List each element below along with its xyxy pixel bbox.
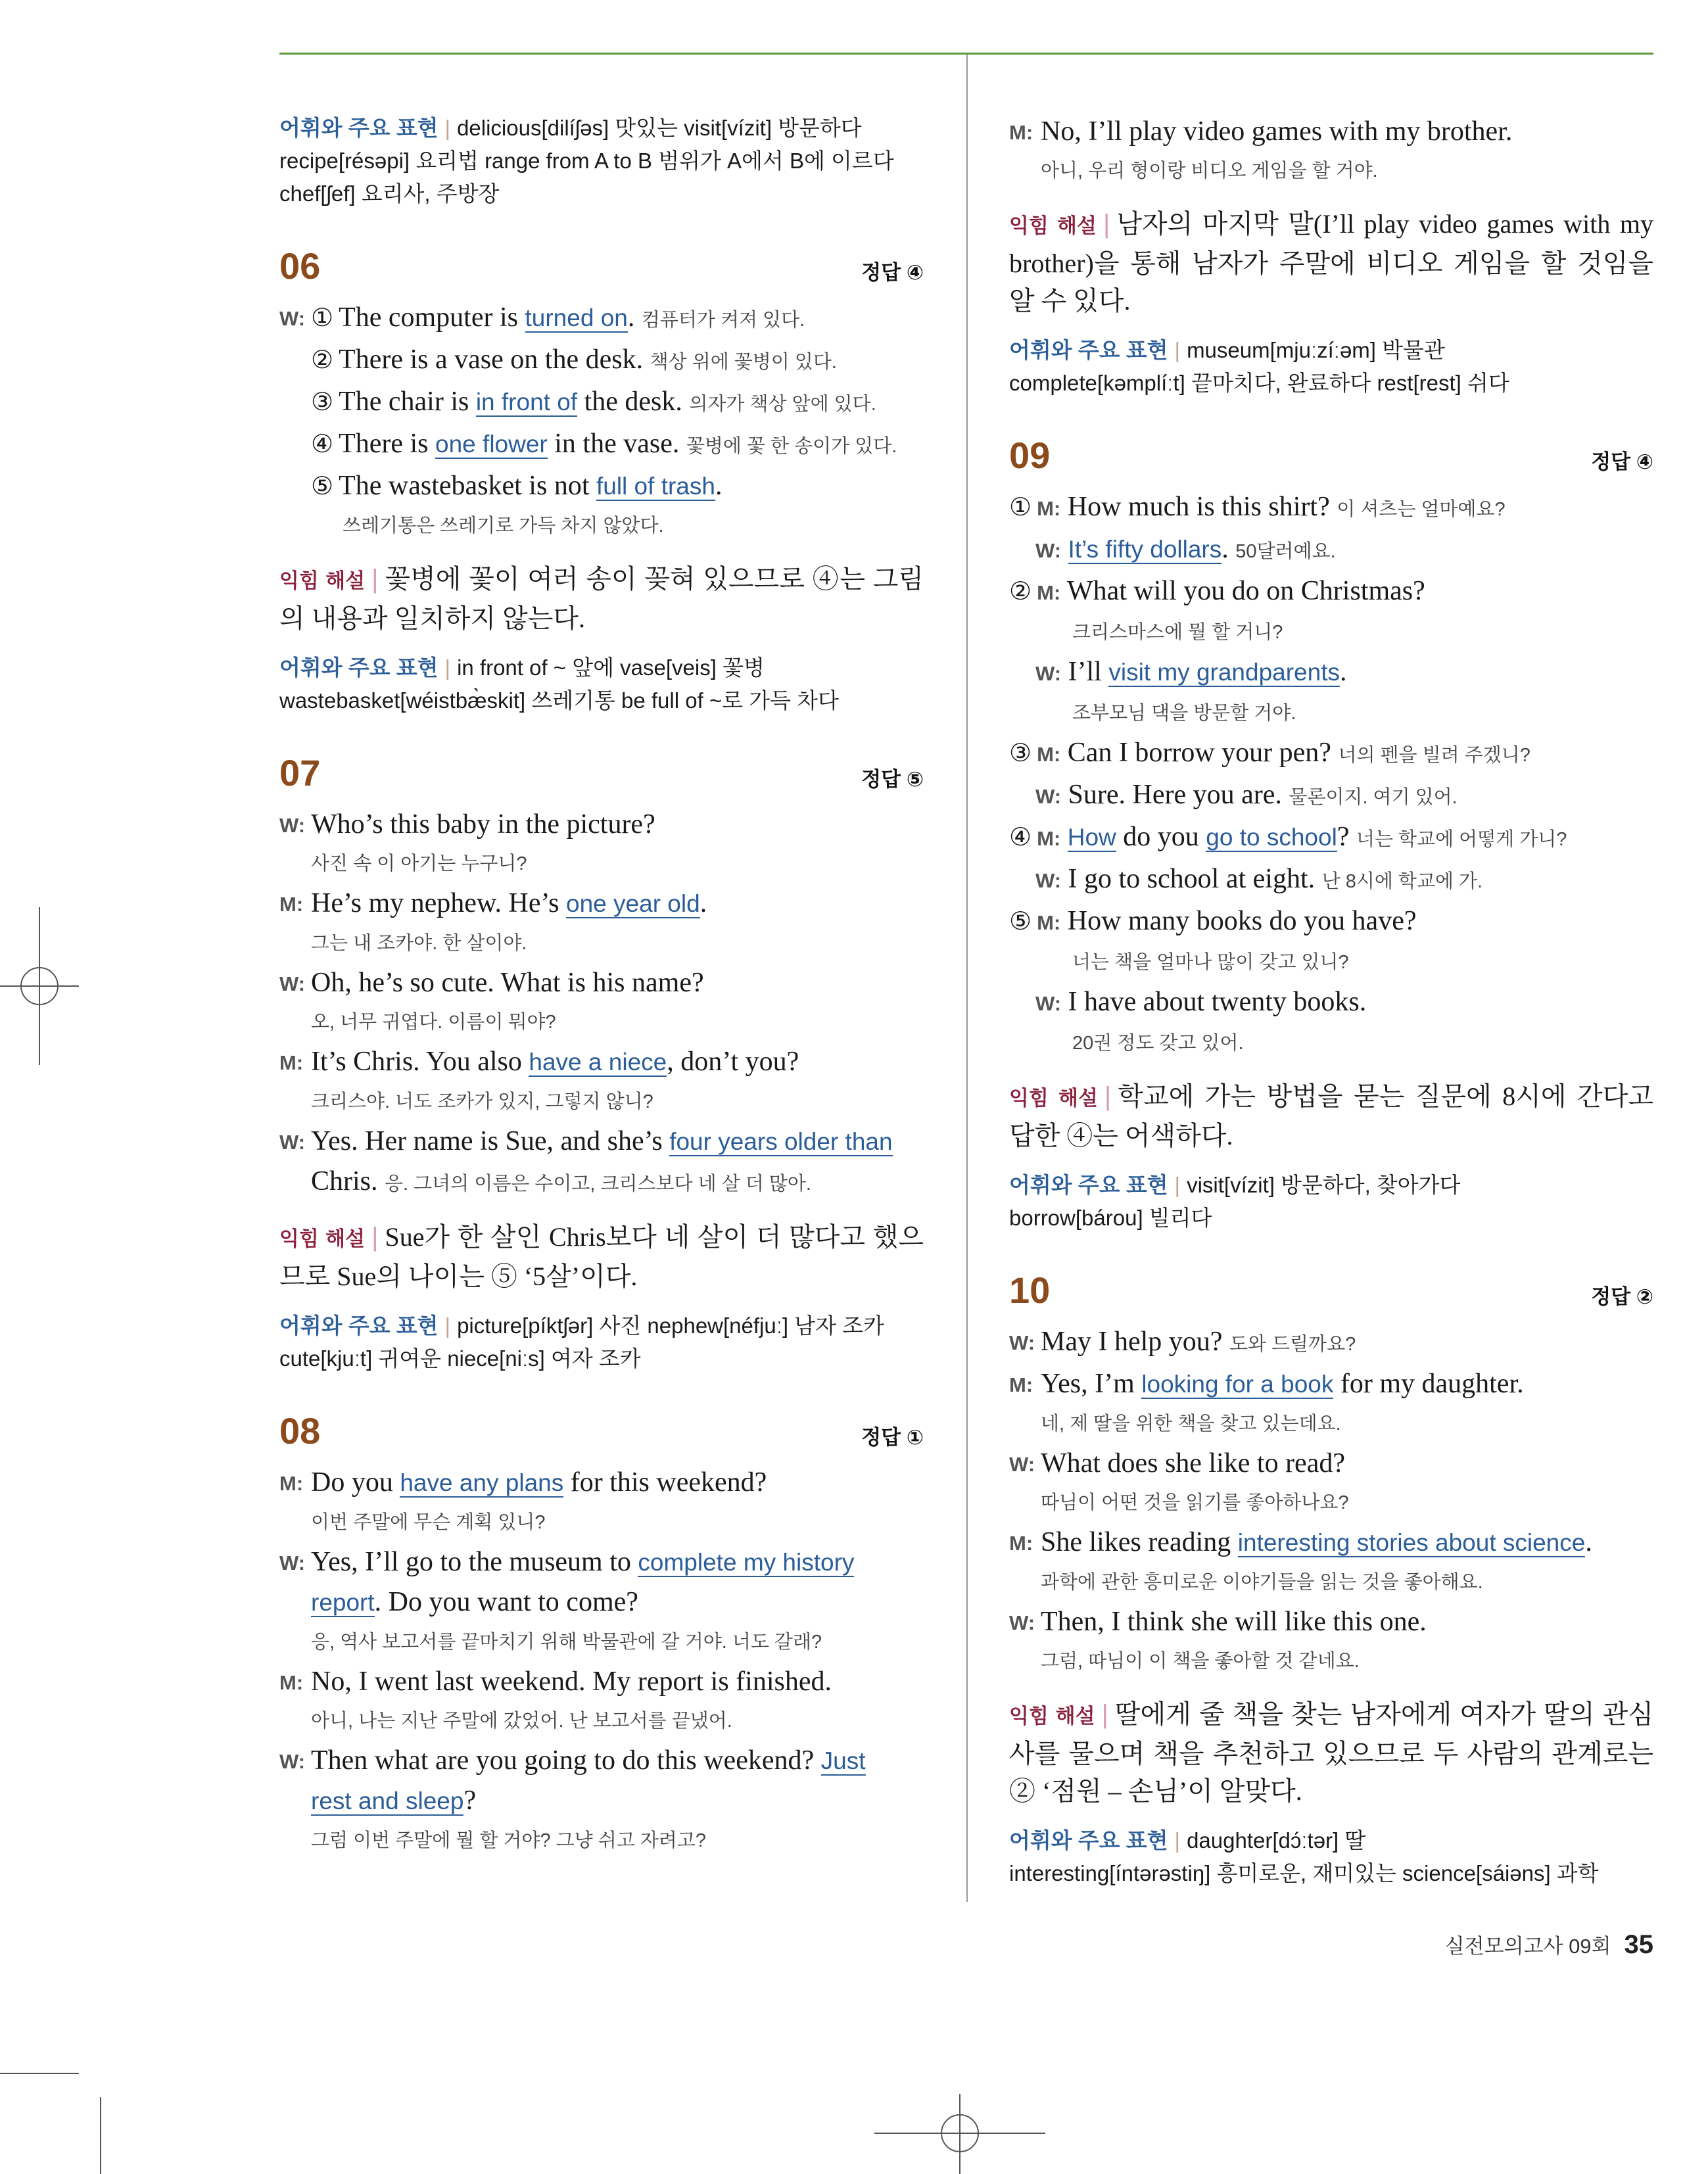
explanation: 익힘 해설 | 학교에 가는 방법을 묻는 질문에 8시에 간다고 답한 ④는 어색하다. [1009, 1081, 1653, 1150]
right-column [1009, 112, 1653, 1890]
text: How many books do you have? [1067, 906, 1417, 936]
explanation: 익힘 해설 | 남자의 마지막 말(I’ll play video games with my brother)을 통해 남자가 주말에 비디오 게임을 할 것임을 알 수 있다. [1009, 209, 1653, 316]
choice-2-w [1009, 652, 1653, 694]
choice-number: ④ [311, 431, 334, 458]
vocab-line: recipe[résəpi] 요리법 range from A to B 범위가 A에서 B에 이르다 [279, 149, 894, 173]
translation: 난 8시에 학교에 가. [1321, 871, 1483, 892]
speaker: M: [279, 1472, 304, 1495]
text: . Do you want to come? [374, 1587, 638, 1617]
speaker: W: [1009, 1453, 1035, 1476]
translation: 너의 펜을 빌려 주겠니? [1338, 745, 1530, 766]
text: ? [463, 1785, 477, 1816]
vocab-line: museum[mjuːzíːəm] 박물관 [1187, 338, 1445, 362]
vocab-line: cute[kjuːt] 귀여운 niece[niːs] 여자 조카 [279, 1346, 641, 1371]
choice-number: ① [311, 304, 334, 332]
dialogue-line [1009, 1523, 1653, 1563]
vocab-box: 어휘와 주요 표현 | daughter[dɔ́ːtər] 딸 interesting[íntərəstiŋ] 흥미로운, 재미있는 science[sáiəns] 과학 [1009, 1824, 1653, 1890]
choice-number: ② [1009, 578, 1032, 605]
text: do you [1116, 822, 1206, 852]
vocab-line: picture[píktʃər] 사진 nephew[néfjuː] 남자 조카 [457, 1313, 884, 1338]
speaker: M: [1037, 581, 1061, 604]
speaker: W: [1035, 785, 1062, 808]
question-07 [279, 753, 924, 1375]
registration-mark-bottom [874, 2094, 1045, 2174]
vocab-label: 어휘와 주요 표현 [1009, 1173, 1168, 1197]
left-column [279, 112, 924, 1860]
dialogue-line [279, 963, 924, 1003]
dialogue-line [1009, 1602, 1653, 1642]
sentence-3 [279, 382, 924, 424]
translation: 책상 위에 꽃병이 있다. [650, 352, 837, 373]
speaker: W: [279, 1131, 306, 1154]
blank-answer: How [1067, 824, 1116, 851]
sentence-1 [279, 298, 924, 340]
translation: 컴퓨터가 켜져 있다. [641, 310, 805, 331]
translation: 그는 내 조카야. 한 살이야. [311, 933, 527, 954]
vocab-line: in front of ~ 앞에 vase[veis] 꽃병 [457, 655, 765, 680]
explanation-label: 익힘 해설 [1009, 1705, 1095, 1728]
explanation-label: 익힘 해설 [279, 569, 366, 592]
sentence-2 [279, 340, 924, 382]
choice-number: ④ [1009, 824, 1032, 851]
explanation: 익힘 해설 | 딸에게 줄 책을 찾는 남자에게 여자가 딸의 관심사를 물으며 책을 추천하고 있으므로 두 사람의 관계로는 ② ‘점원 – 손님’이 알맞다. [1009, 1699, 1653, 1806]
translation: 너는 책을 얼마나 많이 갖고 있니? [1072, 952, 1349, 973]
footer-title: 실전모의고사 09회 [1444, 1935, 1611, 1958]
text: There is a vase on the desk. [339, 344, 644, 375]
text: She likes reading [1041, 1527, 1238, 1557]
blank-answer: report [311, 1589, 375, 1616]
vocab-line: interesting[íntərəstiŋ] 흥미로운, 재미있는 science[sáiəns] 과학 [1009, 1861, 1599, 1885]
speaker: W: [279, 307, 306, 330]
choice-number: ③ [1009, 740, 1032, 767]
vocab-line: delicious[dilíʃəs] 맛있는 visit[vízit] 방문하다 [457, 116, 862, 140]
dialogue-line-cont [279, 1781, 924, 1821]
sentence-5 [279, 466, 924, 506]
text: No, I’ll play video games with my brother. [1041, 116, 1513, 147]
text: Chris. [311, 1166, 378, 1196]
text: . [715, 471, 723, 501]
dialogue-line-cont [279, 1582, 924, 1622]
text: The wastebasket is not [339, 471, 596, 501]
translation: 사진 속 이 아기는 누구니? [311, 853, 527, 874]
choice-2-m [1009, 571, 1653, 613]
question-number: 06 [279, 245, 321, 287]
sentence-4 [279, 424, 924, 466]
blank-answer: interesting stories about science [1237, 1529, 1586, 1556]
blank-answer: full of trash [596, 473, 715, 500]
text: There is [339, 429, 436, 459]
question-10 [1009, 1271, 1653, 1890]
speaker: M: [279, 1671, 304, 1694]
dialogue-line [279, 1662, 924, 1701]
explanation-text: 남자의 마지막 말(I’ll play video games with my brother)을 통해 남자가 주말에 비디오 게임을 할 것임을 알 수 있다. [1009, 209, 1653, 316]
speaker: M: [1037, 497, 1061, 520]
choice-4-w [1009, 859, 1653, 901]
vocab-box-top: 어휘와 주요 표현 | delicious[dilíʃəs] 맛있는 visit[vízit] 방문하다 recipe[résəpi] 요리법 range from A to B 범위가 A에서 B에 이르다 chef[ʃef] 요리사, 주방장 [279, 112, 924, 210]
dialogue-line [279, 1542, 924, 1582]
answer-label: 정답 ⑤ [861, 768, 924, 791]
translation: 그럼 이번 주말에 뭘 할 거야? 그냥 쉬고 자려고? [311, 1830, 706, 1851]
blank-answer: have a niece [529, 1049, 667, 1075]
speaker: W: [1009, 1611, 1035, 1634]
text: He’s my nephew. He’s [311, 888, 567, 918]
blank-answer: one flower [435, 431, 548, 458]
speaker: W: [1035, 662, 1062, 685]
text: The chair is [339, 387, 476, 417]
text: Yes, I’m [1041, 1369, 1142, 1399]
choice-number: ⑤ [1009, 908, 1032, 935]
vocab-line: borrow[bárou] 빌리다 [1009, 1206, 1212, 1230]
speaker: W: [1035, 992, 1062, 1015]
translation: 그럼, 따님이 이 책을 좋아할 것 같네요. [1041, 1651, 1360, 1672]
text: for this weekend? [563, 1467, 767, 1498]
choice-number: ⑤ [311, 473, 334, 500]
text: for my daughter. [1333, 1369, 1524, 1399]
choice-1-m [1009, 487, 1653, 529]
explanation-text: 꽃병에 꽃이 여러 송이 꽂혀 있으므로 ④는 그림의 내용과 일치하지 않는다. [279, 564, 924, 633]
text: Oh, he’s so cute. What is his name? [311, 968, 704, 998]
translation: 조부모님 댁을 방문할 거야. [1072, 703, 1296, 724]
text: . [1340, 657, 1347, 687]
vocab-label: 어휘와 주요 표현 [279, 655, 439, 680]
dialogue-line [279, 1463, 924, 1503]
blank-answer: Just [820, 1747, 866, 1774]
text: What does she like to read? [1041, 1448, 1345, 1478]
blank-answer: have any plans [400, 1469, 564, 1496]
answer-label: 정답 ② [1591, 1285, 1653, 1308]
registration-mark-left [0, 907, 85, 1065]
dialogue-line [1009, 1444, 1653, 1483]
text: Can I borrow your pen? [1067, 738, 1331, 768]
text: the desk. [577, 387, 682, 417]
translation: 오, 너무 귀엽다. 이름이 뭐야? [311, 1012, 556, 1033]
dialogue-line [1009, 1322, 1653, 1364]
text: Yes. Her name is Sue, and she’s [311, 1126, 670, 1156]
page-footer [1445, 1929, 1653, 1960]
translation: 50달러예요. [1235, 541, 1336, 562]
page-number: 35 [1624, 1930, 1653, 1959]
speaker: M: [279, 1051, 304, 1074]
vocab-label: 어휘와 주요 표현 [279, 116, 439, 140]
translation: 크리스야. 너도 조카가 있지, 그렇지 않니? [311, 1091, 653, 1112]
translation: 쓰레기통은 쓰레기로 가득 차지 않았다. [343, 515, 664, 536]
speaker: M: [1037, 827, 1061, 850]
column-divider [966, 55, 968, 1902]
vocab-line: daughter[dɔ́ːtər] 딸 [1187, 1828, 1366, 1853]
crop-mark-bottom-left [0, 2071, 105, 2174]
choice-3-w [1009, 775, 1653, 817]
text: I have about twenty books. [1068, 987, 1367, 1017]
text: Yes, I’ll go to the museum to [311, 1547, 638, 1577]
text: Sure. Here you are. [1068, 780, 1282, 810]
vocab-box: 어휘와 주요 표현 | museum[mjuːzíːəm] 박물관 complete[kəmplíːt] 끝마치다, 완료하다 rest[rest] 쉬다 [1009, 334, 1653, 400]
explanation-text: 딸에게 줄 책을 찾는 남자에게 여자가 딸의 관심사를 물으며 책을 추천하고 있으므로 두 사람의 관계로는 ② ‘점원 – 손님’이 알맞다. [1009, 1699, 1653, 1806]
text: . [627, 302, 635, 333]
translation: 크리스마스에 뭘 할 거니? [1072, 622, 1283, 643]
vocab-line: chef[ʃef] 요리사, 주방장 [279, 181, 500, 206]
text: , don’t you? [667, 1047, 799, 1077]
text: How much is this shirt? [1067, 492, 1330, 522]
question-09 [1009, 436, 1653, 1235]
vocab-label: 어휘와 주요 표현 [1009, 1828, 1168, 1853]
text: I’ll [1068, 657, 1109, 687]
translation: 따님이 어떤 것을 읽기를 좋아하나요? [1041, 1492, 1349, 1513]
blank-answer: rest and sleep [311, 1787, 464, 1814]
dialogue-line [1009, 112, 1653, 151]
blank-answer: four years older than [669, 1128, 893, 1155]
blank-answer: complete my history [638, 1549, 855, 1576]
translation: 물론이지. 여기 있어. [1289, 787, 1458, 808]
text: Do you [311, 1467, 400, 1498]
question-06 [279, 247, 924, 717]
text: May I help you? [1041, 1327, 1223, 1357]
choice-1-w [1009, 529, 1653, 571]
speaker: W: [1035, 539, 1062, 562]
dialogue-line [279, 884, 924, 924]
blank-answer: visit my grandparents [1108, 659, 1340, 686]
vocab-label: 어휘와 주요 표현 [279, 1313, 439, 1338]
blank-answer: turned on [525, 304, 628, 331]
vocab-line: wastebasket[wéistbæ̀skit] 쓰레기통 be full of ~로 가득 차다 [279, 688, 839, 713]
choice-number: ② [311, 346, 334, 374]
question-08-continued [1009, 112, 1653, 400]
vocab-box: 어휘와 주요 표현 | picture[píktʃər] 사진 nephew[néfjuː] 남자 조카 cute[kjuːt] 귀여운 niece[niːs] 여자 조카 [279, 1310, 924, 1375]
choice-5-m [1009, 901, 1653, 943]
translation: 이번 주말에 무슨 계획 있니? [311, 1512, 546, 1533]
text: . [1222, 534, 1229, 564]
text: The computer is [339, 302, 525, 333]
text: No, I went last weekend. My report is finished. [311, 1666, 832, 1697]
choice-3-m [1009, 733, 1653, 775]
explanation-label: 익힘 해설 [279, 1227, 366, 1250]
question-08 [279, 1411, 924, 1860]
vocab-line: visit[vízit] 방문하다, 찾아가다 [1187, 1173, 1461, 1197]
blank-answer: in front of [475, 389, 578, 415]
explanation-label: 익힘 해설 [1009, 1087, 1098, 1110]
translation: 도와 드릴까요? [1229, 1334, 1356, 1355]
translation: 아니, 우리 형이랑 비디오 게임을 할 거야. [1041, 160, 1378, 181]
translation: 과학에 관한 흥미로운 이야기들을 읽는 것을 좋아해요. [1041, 1572, 1483, 1593]
text: . [1585, 1527, 1592, 1557]
dialogue-line [279, 805, 924, 844]
choice-number: ③ [311, 389, 334, 416]
blank-answer: go to school [1206, 824, 1337, 851]
translation: 이 셔츠는 얼마예요? [1337, 499, 1506, 520]
question-number: 10 [1009, 1269, 1051, 1311]
translation: 20권 정도 갖고 있어. [1072, 1033, 1244, 1054]
explanation: 익힘 해설 | Sue가 한 살인 Chris보다 네 살이 더 많다고 했으므로 Sue의 나이는 ⑤ ‘5살’이다. [279, 1222, 924, 1291]
explanation-text: 학교에 가는 방법을 묻는 질문에 8시에 간다고 답한 ④는 어색하다. [1009, 1081, 1653, 1150]
speaker: W: [279, 1551, 306, 1574]
speaker: W: [1009, 1331, 1035, 1354]
choice-4-m [1009, 817, 1653, 859]
blank-answer: one year old [566, 890, 700, 917]
question-number: 08 [279, 1410, 321, 1452]
text: in the vase. [547, 429, 680, 459]
translation: 너는 학교에 어떻게 가니? [1356, 829, 1567, 850]
speaker: M: [279, 893, 304, 916]
question-number: 07 [279, 752, 321, 793]
speaker: W: [279, 972, 306, 995]
answer-label: 정답 ① [861, 1426, 924, 1449]
dialogue-line [1009, 1364, 1653, 1404]
speaker: M: [1037, 743, 1061, 766]
answer-label: 정답 ④ [861, 261, 924, 284]
blank-answer: It’s fifty dollars [1068, 536, 1222, 563]
explanation: 익힘 해설 | 꽃병에 꽃이 여러 송이 꽂혀 있으므로 ④는 그림의 내용과 일치하지 않는다. [279, 564, 924, 633]
question-number: 09 [1009, 435, 1051, 476]
choice-number: ① [1009, 494, 1032, 521]
text: It’s Chris. You also [311, 1047, 529, 1077]
speaker: M: [1009, 121, 1033, 144]
explanation-text: Sue가 한 살인 Chris보다 네 살이 더 많다고 했으므로 Sue의 나이는 ⑤ ‘5살’이다. [279, 1222, 924, 1291]
translation: 네, 제 딸을 위한 책을 찾고 있는데요. [1041, 1413, 1341, 1434]
dialogue-line [279, 1122, 924, 1162]
answer-label: 정답 ④ [1591, 450, 1653, 473]
text: What will you do on Christmas? [1066, 576, 1425, 606]
speaker: W: [1035, 869, 1062, 892]
text: Who’s this baby in the picture? [311, 809, 655, 839]
dialogue-line [279, 1042, 924, 1082]
speaker: M: [1009, 1532, 1033, 1555]
translation: 의자가 책상 앞에 있다. [689, 394, 876, 415]
vocab-label: 어휘와 주요 표현 [1009, 338, 1168, 362]
speaker: W: [279, 1750, 306, 1773]
speaker: W: [279, 814, 306, 837]
text: . [700, 888, 707, 918]
translation: 꽃병에 꽃 한 송이가 있다. [686, 436, 897, 457]
text: Then, I think she will like this one. [1041, 1607, 1427, 1637]
dialogue-line-cont [279, 1162, 924, 1204]
translation: 응, 역사 보고서를 끝마치기 위해 박물관에 갈 거야. 너도 갈래? [311, 1632, 822, 1653]
text: ? [1337, 822, 1350, 852]
explanation-label: 익힘 해설 [1009, 214, 1097, 237]
dialogue-line [279, 1741, 924, 1781]
vocab-box: 어휘와 주요 표현 | in front of ~ 앞에 vase[veis] 꽃병 wastebasket[wéistbæ̀skit] 쓰레기통 be full of ~로 가득 차다 [279, 651, 924, 717]
translation: 응. 그녀의 이름은 수이고, 크리스보다 네 살 더 많아. [385, 1173, 811, 1194]
text: Then what are you going to do this weekend? [311, 1745, 821, 1776]
vocab-box: 어휘와 주요 표현 | visit[vízit] 방문하다, 찾아가다 borrow[bárou] 빌리다 [1009, 1169, 1653, 1235]
speaker: M: [1009, 1373, 1033, 1396]
blank-answer: looking for a book [1141, 1371, 1334, 1398]
translation: 아니, 나는 지난 주말에 갔었어. 난 보고서를 끝냈어. [311, 1711, 732, 1732]
choice-5-w [1009, 982, 1653, 1024]
speaker: M: [1037, 911, 1061, 934]
vocab-line: complete[kəmplíːt] 끝마치다, 완료하다 rest[rest] 쉬다 [1009, 371, 1509, 395]
text: I go to school at eight. [1068, 864, 1316, 894]
